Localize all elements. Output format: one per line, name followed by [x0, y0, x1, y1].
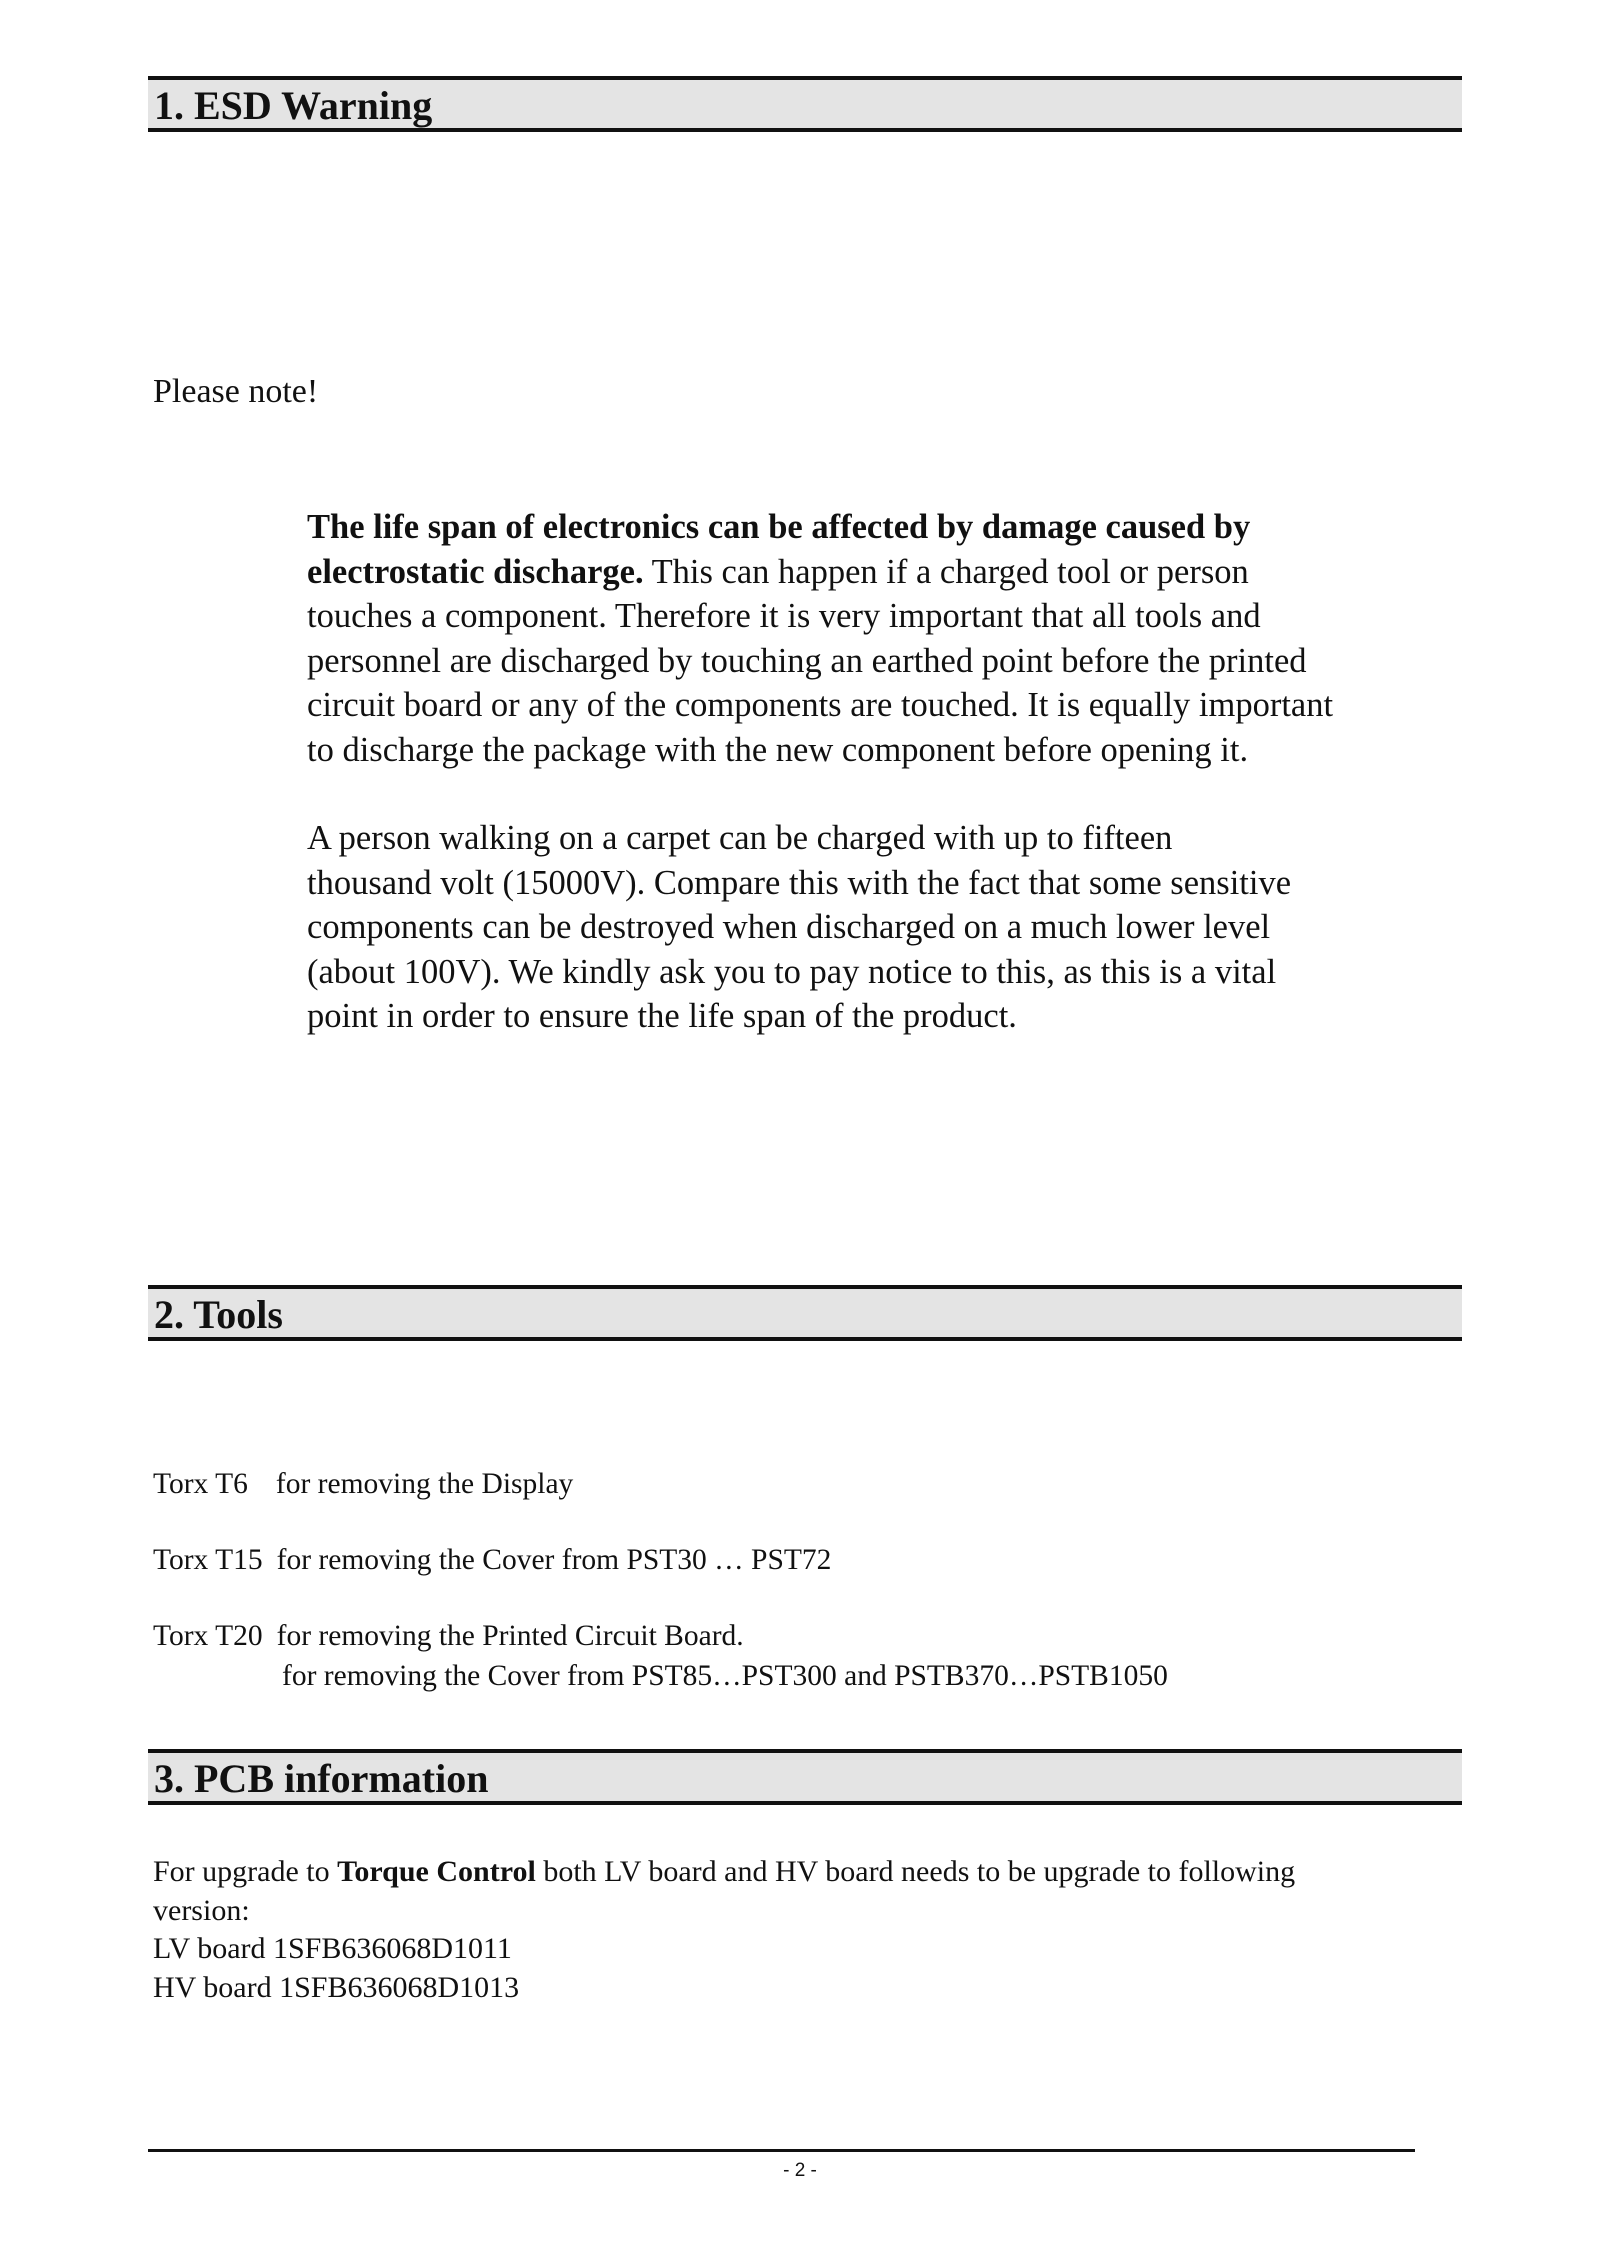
section-title: 1. ESD Warning — [154, 83, 433, 128]
bold-text: electrostatic discharge. — [307, 552, 644, 591]
text-fragment: This can happen if a charged tool or person — [643, 552, 1249, 591]
tool-item-torx-t15 — [153, 1542, 831, 1578]
tool-name: Torx T20 — [153, 1620, 263, 1652]
tool-item-torx-t20 — [153, 1618, 744, 1654]
please-note-text: Please note! — [153, 373, 319, 410]
text-line: thousand volt (15000V). Compare this with the fact that some sensitive — [307, 863, 1292, 902]
text-line: point in order to ensure the life span of the product. — [307, 997, 1017, 1035]
text-line: components can be destroyed when discharged on a much lower level — [307, 908, 1271, 946]
bold-text: The life span of electronics can be affected by damage caused by — [307, 508, 1251, 546]
text-line: to discharge the package with the new component before opening it. — [307, 730, 1249, 769]
section-title: 2. Tools — [154, 1292, 283, 1337]
page-number: - 2 - — [783, 2160, 817, 2181]
text-line: touches a component. Therefore it is very important that all tools and — [307, 597, 1261, 635]
tool-description: for removing the Display — [275, 1468, 574, 1500]
text-line: personnel are discharged by touching an earthed point before the printed — [307, 641, 1307, 680]
text-fragment: For upgrade to — [153, 1855, 338, 1888]
section-header-esd-warning — [148, 76, 1462, 132]
tool-description: for removing the Printed Circuit Board. — [276, 1620, 744, 1652]
section-header-pcb-information — [148, 1749, 1462, 1805]
text-line: version: — [153, 1893, 250, 1927]
tool-name: Torx T15 — [153, 1544, 263, 1576]
text-line — [307, 550, 1467, 595]
bold-text: Torque Control — [337, 1855, 536, 1888]
esd-paragraph-2 — [307, 816, 1467, 1039]
lv-board-version: LV board 1SFB636068D1011 — [153, 1932, 512, 1965]
section-header-tools — [148, 1285, 1462, 1341]
section-title: 3. PCB information — [154, 1756, 489, 1801]
text-fragment: both LV board and HV board needs to be upgrade to following — [535, 1855, 1296, 1888]
text-line: (about 100V). We kindly ask you to pay notice to this, as this is a vital — [307, 952, 1277, 991]
text-line: circuit board or any of the components are touched. It is equally important — [307, 686, 1334, 724]
pcb-info-text — [153, 1853, 1295, 2007]
text-line — [153, 1853, 1295, 1892]
tool-item-torx-t6 — [153, 1466, 573, 1502]
tool-name: Torx T6 — [153, 1468, 248, 1500]
text-line — [307, 505, 1467, 550]
text-line: A person walking on a carpet can be charged with up to fifteen — [307, 819, 1173, 857]
esd-paragraph-1 — [307, 505, 1467, 772]
hv-board-version: HV board 1SFB636068D1013 — [153, 1970, 520, 2004]
tool-item-torx-t20-secondary: for removing the Cover from PST85…PST300 and PSTB370…PSTB1050 — [282, 1660, 1168, 1692]
footer-divider — [148, 2149, 1415, 2152]
tool-description: for removing the Cover from PST30 … PST72 — [276, 1544, 832, 1576]
